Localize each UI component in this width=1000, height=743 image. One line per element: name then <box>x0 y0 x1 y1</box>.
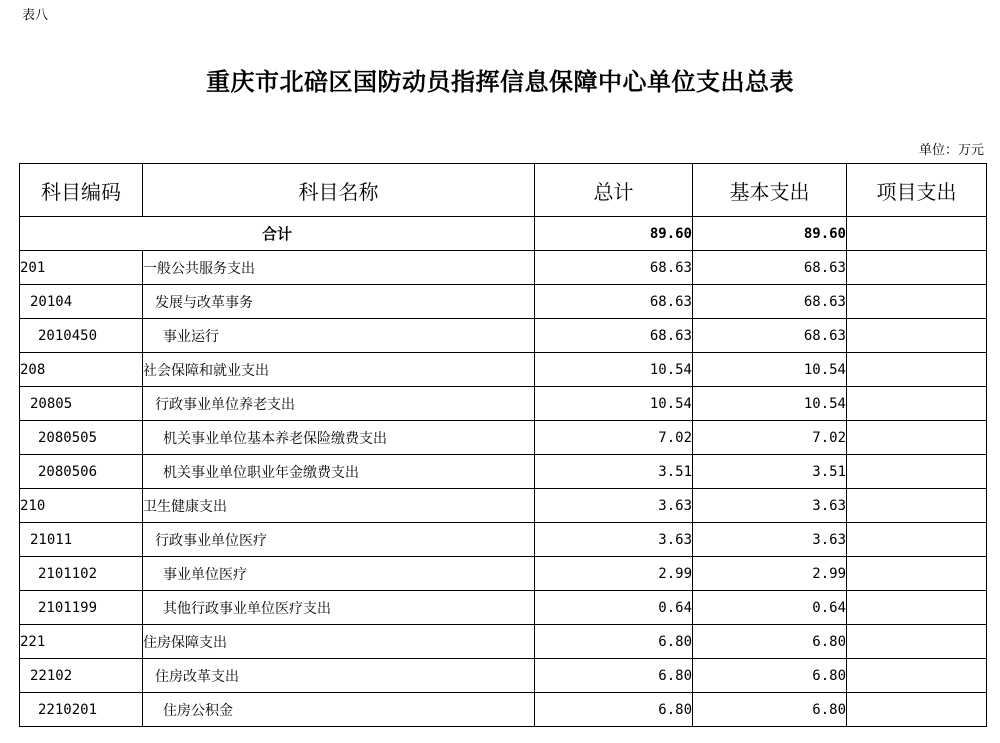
subject-name-cell: 其他行政事业单位医疗支出 <box>143 591 535 625</box>
subject-code-cell: 20805 <box>20 387 143 421</box>
basic-expenditure-cell: 2.99 <box>693 557 847 591</box>
unit-label: 单位：万元 <box>918 143 984 158</box>
subject-name-cell: 行政事业单位医疗 <box>143 523 535 557</box>
total-cell: 6.80 <box>535 625 693 659</box>
basic-expenditure-cell: 6.80 <box>693 625 847 659</box>
project-expenditure-cell <box>847 319 987 353</box>
subject-name-cell: 机关事业单位职业年金缴费支出 <box>143 455 535 489</box>
table-row <box>20 591 987 625</box>
subject-name-cell: 卫生健康支出 <box>143 489 535 523</box>
project-expenditure-cell <box>847 421 987 455</box>
subject-code-cell: 208 <box>20 353 143 387</box>
total-cell: 68.63 <box>535 285 693 319</box>
table-row <box>20 353 987 387</box>
project-expenditure-cell <box>847 659 987 693</box>
total-cell: 0.64 <box>535 591 693 625</box>
table-row <box>20 285 987 319</box>
basic-expenditure-cell: 7.02 <box>693 421 847 455</box>
basic-expenditure-cell: 68.63 <box>693 319 847 353</box>
subject-name-cell: 事业运行 <box>143 319 535 353</box>
total-cell: 10.54 <box>535 387 693 421</box>
basic-expenditure-cell: 10.54 <box>693 387 847 421</box>
table-row <box>20 489 987 523</box>
basic-expenditure-cell: 3.63 <box>693 489 847 523</box>
basic-expenditure-cell: 3.51 <box>693 455 847 489</box>
basic-expenditure-cell: 68.63 <box>693 251 847 285</box>
project-expenditure-cell <box>847 285 987 319</box>
subject-code-cell: 2101199 <box>20 591 143 625</box>
project-expenditure-cell <box>847 625 987 659</box>
summary-row <box>20 217 987 251</box>
project-expenditure-cell <box>847 353 987 387</box>
total-cell: 3.63 <box>535 523 693 557</box>
total-cell: 68.63 <box>535 319 693 353</box>
header-total: 总计 <box>535 164 693 217</box>
header-subject-name: 科目名称 <box>143 164 535 217</box>
expenditure-table <box>19 163 987 727</box>
summary-label: 合计 <box>20 217 535 251</box>
project-expenditure-cell <box>847 489 987 523</box>
subject-name-cell: 发展与改革事务 <box>143 285 535 319</box>
subject-code-cell: 22102 <box>20 659 143 693</box>
project-expenditure-cell <box>847 455 987 489</box>
subject-name-cell: 机关事业单位基本养老保险缴费支出 <box>143 421 535 455</box>
basic-expenditure-cell: 0.64 <box>693 591 847 625</box>
table-row <box>20 387 987 421</box>
total-cell: 6.80 <box>535 659 693 693</box>
project-expenditure-cell <box>847 591 987 625</box>
basic-expenditure-cell: 3.63 <box>693 523 847 557</box>
table-row <box>20 659 987 693</box>
table-row <box>20 455 987 489</box>
header-basic-expenditure: 基本支出 <box>693 164 847 217</box>
subject-name-cell: 住房改革支出 <box>143 659 535 693</box>
basic-expenditure-cell: 68.63 <box>693 285 847 319</box>
subject-code-cell: 21011 <box>20 523 143 557</box>
page-title: 重庆市北碚区国防动员指挥信息保障中心单位支出总表 <box>206 68 794 96</box>
table-number-label: 表八 <box>22 8 49 23</box>
table-row <box>20 421 987 455</box>
summary-project <box>847 217 987 251</box>
total-cell: 7.02 <box>535 421 693 455</box>
header-subject-code: 科目编码 <box>20 164 143 217</box>
table-row <box>20 693 987 727</box>
project-expenditure-cell <box>847 251 987 285</box>
subject-name-cell: 事业单位医疗 <box>143 557 535 591</box>
table-row <box>20 251 987 285</box>
subject-name-cell: 住房保障支出 <box>143 625 535 659</box>
subject-code-cell: 221 <box>20 625 143 659</box>
subject-name-cell: 社会保障和就业支出 <box>143 353 535 387</box>
subject-code-cell: 201 <box>20 251 143 285</box>
project-expenditure-cell <box>847 523 987 557</box>
subject-name-cell: 住房公积金 <box>143 693 535 727</box>
total-cell: 6.80 <box>535 693 693 727</box>
subject-code-cell: 2080506 <box>20 455 143 489</box>
subject-code-cell: 20104 <box>20 285 143 319</box>
subject-code-cell: 2080505 <box>20 421 143 455</box>
basic-expenditure-cell: 6.80 <box>693 693 847 727</box>
subject-name-cell: 行政事业单位养老支出 <box>143 387 535 421</box>
total-cell: 10.54 <box>535 353 693 387</box>
table-row <box>20 319 987 353</box>
table-header-row <box>20 164 987 217</box>
total-cell: 3.63 <box>535 489 693 523</box>
subject-code-cell: 210 <box>20 489 143 523</box>
subject-name-cell: 一般公共服务支出 <box>143 251 535 285</box>
header-project-expenditure: 项目支出 <box>847 164 987 217</box>
table-row <box>20 557 987 591</box>
total-cell: 2.99 <box>535 557 693 591</box>
summary-total: 89.60 <box>535 217 693 251</box>
basic-expenditure-cell: 10.54 <box>693 353 847 387</box>
total-cell: 68.63 <box>535 251 693 285</box>
basic-expenditure-cell: 6.80 <box>693 659 847 693</box>
table-row <box>20 523 987 557</box>
subject-code-cell: 2101102 <box>20 557 143 591</box>
subject-code-cell: 2210201 <box>20 693 143 727</box>
table-row <box>20 625 987 659</box>
summary-basic: 89.60 <box>693 217 847 251</box>
project-expenditure-cell <box>847 693 987 727</box>
project-expenditure-cell <box>847 387 987 421</box>
total-cell: 3.51 <box>535 455 693 489</box>
project-expenditure-cell <box>847 557 987 591</box>
subject-code-cell: 2010450 <box>20 319 143 353</box>
